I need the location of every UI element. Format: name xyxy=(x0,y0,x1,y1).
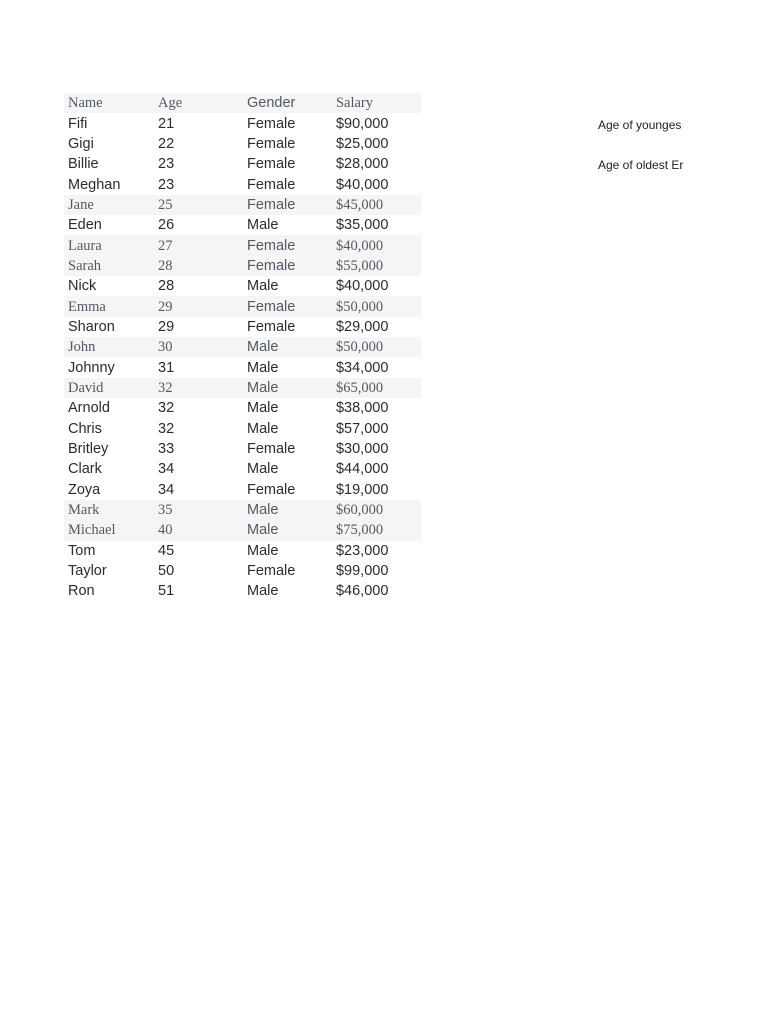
cell-salary[interactable]: $90,000 xyxy=(335,115,389,132)
cell-gender[interactable]: Female xyxy=(243,296,332,316)
table-row xyxy=(64,195,421,215)
oldest-age-label[interactable]: Age of oldest Er xyxy=(598,158,684,172)
cell-age[interactable]: 27 xyxy=(154,235,243,255)
cell-age[interactable]: 22 xyxy=(158,135,175,152)
cell-age[interactable]: 51 xyxy=(158,583,175,600)
table-row xyxy=(64,398,421,418)
cell-age[interactable]: 28 xyxy=(158,278,175,295)
cell-salary[interactable]: $99,000 xyxy=(335,563,389,580)
cell-salary[interactable]: $38,000 xyxy=(335,400,389,417)
cell-age[interactable]: 31 xyxy=(158,359,175,376)
cell-name[interactable]: Chris xyxy=(68,420,102,437)
cell-gender[interactable]: Female xyxy=(243,256,332,276)
cell-age[interactable]: 21 xyxy=(158,115,175,132)
header-salary[interactable]: Salary xyxy=(332,93,421,113)
cell-age[interactable]: 35 xyxy=(154,500,243,520)
cell-name[interactable]: Fifi xyxy=(68,115,88,132)
cell-age[interactable]: 45 xyxy=(158,542,175,559)
table-row xyxy=(64,541,421,561)
cell-salary[interactable]: $23,000 xyxy=(335,542,389,559)
cell-salary[interactable]: $25,000 xyxy=(335,135,389,152)
cell-name[interactable]: Nick xyxy=(68,278,97,295)
cell-age[interactable]: 26 xyxy=(158,217,175,234)
cell-name[interactable]: Eden xyxy=(68,217,102,234)
table-row xyxy=(64,317,421,337)
cell-gender[interactable]: Male xyxy=(246,583,279,600)
cell-name[interactable]: Meghan xyxy=(68,176,121,193)
cell-gender[interactable]: Female xyxy=(246,135,296,152)
cell-name[interactable]: Clark xyxy=(68,461,102,478)
cell-gender[interactable]: Female xyxy=(246,115,296,132)
cell-age[interactable]: 29 xyxy=(154,296,243,316)
cell-salary[interactable]: $44,000 xyxy=(335,461,389,478)
cell-age[interactable]: 33 xyxy=(158,441,175,458)
table-row xyxy=(64,581,421,601)
cell-gender[interactable]: Female xyxy=(243,195,332,215)
cell-name[interactable]: Sharon xyxy=(68,318,115,335)
cell-gender[interactable]: Male xyxy=(246,217,279,234)
table-row xyxy=(64,480,421,500)
cell-gender[interactable]: Male xyxy=(243,520,332,540)
cell-age[interactable]: 40 xyxy=(154,520,243,540)
cell-name[interactable]: Britley xyxy=(68,441,109,458)
cell-gender[interactable]: Male xyxy=(243,337,332,357)
cell-gender[interactable]: Male xyxy=(246,461,279,478)
cell-gender[interactable]: Female xyxy=(246,318,296,335)
cell-salary[interactable]: $28,000 xyxy=(335,156,389,173)
cell-name[interactable]: Jane xyxy=(64,195,154,215)
cell-name[interactable]: Johnny xyxy=(68,359,115,376)
table-row xyxy=(64,439,421,459)
table-row xyxy=(64,174,421,194)
cell-name[interactable]: Taylor xyxy=(68,563,107,580)
cell-salary[interactable]: $29,000 xyxy=(335,318,389,335)
header-name[interactable]: Name xyxy=(64,93,154,113)
cell-gender[interactable]: Female xyxy=(246,563,296,580)
cell-name[interactable]: Tom xyxy=(68,542,96,559)
youngest-age-label[interactable]: Age of younges xyxy=(598,118,682,132)
employee-table xyxy=(64,93,421,602)
cell-gender[interactable]: Female xyxy=(246,156,296,173)
cell-gender[interactable]: Male xyxy=(246,400,279,417)
cell-salary[interactable]: $55,000 xyxy=(332,256,421,276)
cell-name[interactable]: Zoya xyxy=(68,481,101,498)
cell-age[interactable]: 50 xyxy=(158,563,175,580)
cell-salary[interactable]: $65,000 xyxy=(332,378,421,398)
cell-salary[interactable]: $57,000 xyxy=(335,420,389,437)
table-row xyxy=(64,561,421,581)
cell-gender[interactable]: Male xyxy=(243,378,332,398)
cell-salary[interactable]: $40,000 xyxy=(332,235,421,255)
cell-age[interactable]: 32 xyxy=(158,420,175,437)
cell-name[interactable]: Emma xyxy=(64,296,154,316)
table-row xyxy=(64,215,421,235)
cell-name[interactable]: Gigi xyxy=(68,135,94,152)
cell-gender[interactable]: Female xyxy=(246,176,296,193)
cell-salary[interactable]: $45,000 xyxy=(332,195,421,215)
cell-name[interactable]: Mark xyxy=(64,500,154,520)
cell-salary[interactable]: $40,000 xyxy=(335,278,389,295)
table-row xyxy=(64,357,421,377)
cell-gender[interactable]: Female xyxy=(246,441,296,458)
table-row xyxy=(64,378,421,398)
table-row xyxy=(64,113,421,133)
cell-salary[interactable]: $40,000 xyxy=(335,176,389,193)
cell-name[interactable]: Ron xyxy=(68,583,95,600)
cell-name[interactable]: John xyxy=(64,337,154,357)
cell-age[interactable]: 28 xyxy=(154,256,243,276)
cell-name[interactable]: Billie xyxy=(68,156,99,173)
cell-age[interactable]: 29 xyxy=(158,318,175,335)
table-row xyxy=(64,235,421,255)
cell-salary[interactable]: $75,000 xyxy=(332,520,421,540)
cell-gender[interactable]: Male xyxy=(246,542,279,559)
cell-salary[interactable]: $60,000 xyxy=(332,500,421,520)
cell-salary[interactable]: $50,000 xyxy=(332,337,421,357)
cell-salary[interactable]: $50,000 xyxy=(332,296,421,316)
header-age[interactable]: Age xyxy=(154,93,243,113)
table-row xyxy=(64,154,421,174)
cell-age[interactable]: 34 xyxy=(158,481,175,498)
cell-salary[interactable]: $19,000 xyxy=(335,481,389,498)
cell-age[interactable]: 32 xyxy=(158,400,175,417)
table-row xyxy=(64,134,421,154)
table-row xyxy=(64,419,421,439)
table-header-row xyxy=(64,93,421,113)
cell-gender[interactable]: Female xyxy=(243,235,332,255)
cell-age[interactable]: 23 xyxy=(158,156,175,173)
cell-name[interactable]: Laura xyxy=(64,235,154,255)
cell-age[interactable]: 32 xyxy=(154,378,243,398)
cell-gender[interactable]: Female xyxy=(246,481,296,498)
table-row xyxy=(64,459,421,479)
cell-gender[interactable]: Male xyxy=(246,420,279,437)
cell-salary[interactable]: $30,000 xyxy=(335,441,389,458)
table-row xyxy=(64,520,421,540)
cell-gender[interactable]: Male xyxy=(246,359,279,376)
cell-gender[interactable]: Male xyxy=(246,278,279,295)
cell-name[interactable]: Sarah xyxy=(64,256,154,276)
table-row xyxy=(64,500,421,520)
cell-name[interactable]: Arnold xyxy=(68,400,110,417)
cell-age[interactable]: 34 xyxy=(158,461,175,478)
cell-salary[interactable]: $46,000 xyxy=(335,583,389,600)
header-gender[interactable]: Gender xyxy=(243,93,332,113)
cell-age[interactable]: 23 xyxy=(158,176,175,193)
table-row xyxy=(64,337,421,357)
table-row xyxy=(64,256,421,276)
cell-age[interactable]: 25 xyxy=(154,195,243,215)
cell-gender[interactable]: Male xyxy=(243,500,332,520)
cell-salary[interactable]: $34,000 xyxy=(335,359,389,376)
cell-salary[interactable]: $35,000 xyxy=(335,217,389,234)
cell-name[interactable]: David xyxy=(64,378,154,398)
cell-age[interactable]: 30 xyxy=(154,337,243,357)
table-row xyxy=(64,296,421,316)
table-row xyxy=(64,276,421,296)
cell-name[interactable]: Michael xyxy=(64,520,154,540)
